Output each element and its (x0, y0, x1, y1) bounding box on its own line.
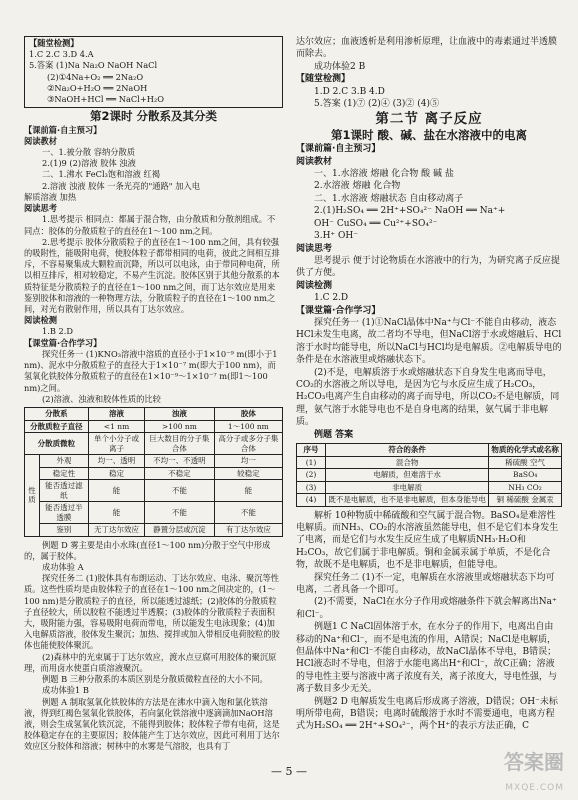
table-cell: >100 nm (145, 420, 215, 433)
table-cell: 1～100 nm (214, 420, 282, 433)
table-header-cell: 符合的条件 (326, 444, 489, 457)
table-row (25, 524, 283, 537)
check-line-2: 5.答案 (1)⑦ (2)④ (3)② (4)⑤ (314, 99, 440, 110)
text-line: 2.(1)9 (2)溶液 胶体 浊液 (42, 158, 136, 169)
table-cell: 既不是电解质，也不是非电解质，但本身能导电 (326, 494, 489, 507)
text-line: 阅读检测 (296, 280, 333, 291)
table-row (297, 481, 562, 494)
table-cell: 能 (88, 480, 144, 502)
table-header-cell: 序号 (297, 444, 326, 457)
table-cell: 非电解质 (326, 481, 489, 494)
table-cell: 稳定 (88, 467, 144, 480)
task1-right: 探究任务一 (1)①NaCl晶体中Na⁺与Cl⁻不能自由移动，液态HCl未发生电离，故二者均不导电，但NaCl溶于水或熔融后、HCl溶于水时均能导电，所以NaCl与HCl均是电解质。②电解质导电的条件是在水溶液里或熔融状态下。 (296, 317, 562, 366)
check-line: ②Na₂O+H₂O ══ 2NaOH (47, 82, 148, 93)
table-row (25, 480, 283, 502)
example-1: 例题 D 雾主要是由小水珠(直径1～100 nm)分散于空气中形成的，属于胶体。 (24, 539, 271, 561)
think-para-2: 2.思考提示 胶体分散质粒子的直径在1～100 nm之间，具有较强的吸附性，能吸附电荷，使胶体粒子都带相同的电荷，彼此之间相互排斥，不容易聚集成大颗粒而沉降，所以可以电泳，由于带同种电荷，所以相互排斥，相对较稳定，不易产生沉淀。胶体区别于其他分散系的本质特征是分散质粒子的直径在1～100 nm之间，而丁达尔效应是用来鉴别胶体和溶液的一种物理方法，分散质粒子的直径在1～100 nm之间，对光有散射作用，所以具有丁达尔效应。 (24, 236, 280, 315)
check-header-right: 【随堂检测】 (296, 74, 351, 85)
table-cell: 不能 (145, 480, 215, 502)
task2-para: 探究任务二 (1)胶体具有布朗运动、丁达尔效应、电泳、聚沉等性质。这些性质均是由胶体粒子的直径在1～100 nm之间决定的，(1～100 nm)是分散质粒子的直径，所以能透过滤纸；(2)胶体的分散质粒子直径较大，所以胶粒不能透过半透膜；(3)胶体的分散质粒子表面积大，吸附能力强，容易吸附电荷而带电，所以能发生电泳现象；(4)加入电解质溶液，胶体发生聚沉；加热、搅拌或加入带相反电荷胶粒的胶体也能使胶体聚沉。 (24, 573, 280, 651)
table-cell: <1 nm (88, 420, 144, 433)
table-cell: 能否透过滤纸 (40, 480, 89, 502)
table-cell: 单个小分子或离子 (88, 433, 144, 455)
think-para-1: 1.思考提示 相同点：都属于混合物，由分散质和分散剂组成。不同点：胶体的分散质粒子的直径在1～100 nm之间。 (24, 214, 276, 236)
section-title: 第二节 离子反应 (375, 111, 483, 128)
task1-para: 探究任务一 (1)KNO₃溶液中溶质的直径小于1×10⁻⁹ m(即小于1 nm)、泥水中分散质粒子的直径大于1×10⁻⁷ m(即大于100 nm)，而氢氧化铁胶体分散质粒子的直径在1×10⁻⁹～1×10⁻⁷ m(即1～100 nm)之间。 (24, 348, 278, 393)
think-right: 思考提示 便于讨论物质在水溶液中的行为，为研究离子反应提供了方便。 (296, 255, 560, 279)
table-cell: (2) (297, 469, 326, 482)
right-column (296, 36, 562, 733)
task2-right: 探究任务二 (1)不一定，电解质在水溶液里或熔融状态下均可电离，二者具备一个即可。 (296, 572, 555, 595)
pre-study-lines (24, 136, 283, 215)
table-row (297, 456, 562, 469)
table-cell: 能 (88, 502, 144, 524)
check-line: 1.C 2.C 3.D 4.A (29, 49, 94, 60)
text-line: 阅读教材 (24, 135, 57, 146)
continued-text: 达尔效应；血液透析是利用渗析原理，让血液中的毒素通过半透膜而除去。 (296, 37, 558, 60)
table-header-cell: 浊液 (145, 408, 215, 421)
table-row (25, 420, 283, 433)
text-line: 1.B 2.D (42, 326, 74, 337)
table-row (25, 433, 283, 455)
table-header-cell: 分散系 (25, 408, 89, 421)
table-cell: 分散质微粒 (25, 433, 89, 455)
table-cell: 外观 (40, 455, 89, 468)
table-cell: NH₃ CO₂ (489, 481, 562, 494)
text-line: 阅读教材 (296, 156, 333, 167)
table-cell: 分散质粒子直径 (25, 420, 89, 433)
lesson-title-left: 第2课时 分散系及其分类 (89, 109, 217, 124)
table-cell: 较稳定 (214, 467, 282, 480)
table-cell: 混合物 (326, 456, 489, 469)
table-cell: 不稳定 (145, 467, 215, 480)
table-cell: 稳定性 (40, 467, 89, 480)
table-cell: 不能 (214, 502, 282, 524)
task1-sub-right: (2)不是，电解质溶于水或熔融状态下自身发生电离而导电，CO₂的水溶液之所以导电，是因为它与水反应生成了H₂CO₃，H₂CO₃电离产生自由移动的离子而导电，所以CO₂不是电解质，同理，氨气溶于水能导电也不是自身电离的结果，氨气属于非电解质。 (296, 367, 560, 428)
task2-sub-right: (2)不需要，NaCl在水分子作用或熔融条件下就会解离出Na⁺和Cl⁻。 (296, 597, 557, 620)
table-cell: 不能 (145, 502, 215, 524)
table-cell: (1) (297, 456, 326, 469)
table-cell: 鉴别 (40, 524, 89, 537)
table-header-cell: 溶液 (88, 408, 144, 421)
table-cell: BaSO₄ (489, 469, 562, 482)
check-line: (2)①4Na+O₂ ══ 2Na₂O (47, 71, 144, 82)
example-answer-title: 例题 答案 (314, 429, 354, 440)
text-line: 阅读思考 (296, 243, 333, 254)
table-cell: (3) (297, 481, 326, 494)
example-1-right: 例题1 C NaCl固体溶于水，在水分子的作用下，电离出自由移动的Na⁺和Cl⁻，而不是电流的作用，A错误；NaCl是电解质，但晶体中Na⁺和Cl⁻不能自由移动，故NaCl晶体不导电，B错误；HCl液态时不导电，但溶于水能电离出H⁺和Cl⁻，故C正确；溶液的导电性主要与溶液中离子浓度有关，离子浓度大，导电性强，与离子数目多少无关。 (296, 622, 558, 695)
table-cell: 均一、透明 (88, 455, 144, 468)
table-cell: (4) (297, 494, 326, 507)
text-line: 一、1.被分散 容纳分散质 (42, 146, 135, 157)
text-line: 3.H⁺ OH⁻ (314, 231, 359, 242)
example-3: 例题 A 制取氢氧化铁胶体的方法是在沸水中滴入饱和氯化铁溶液，得到红褐色氢氧化铁胶体，若向氯化铁溶液中逐滴滴加NaOH溶液，则会生成氢氧化铁沉淀，不能得到胶体；胶体粒子带有电荷，这是胶体稳定存在的主要原因；胶体能产生丁达尔效应，因此可利用丁达尔效应区分胶体和溶液；树林中的水雾是气溶胶，也具有丁 (24, 696, 280, 752)
analysis-para: 解析 10种物质中稀硫酸和空气属于混合物。BaSO₄是难溶性电解质。而NH₃、CO₂的水溶液虽然能导电，但不是它们本身发生了电离，而是它们与水发生反应生成了电解质NH₃·H₂O和H₂CO₃，故它们属于非电解质。铜和金属汞属于单质，不是化合物，故既不是电解质，也不是非电解质，但能导电。 (296, 510, 559, 571)
experience-a: 成功体验 A (42, 561, 84, 572)
table-header-cell: 物质的化学式或名称 (489, 444, 562, 457)
table-cell: 静置分层或沉淀 (145, 524, 215, 537)
watermark-url: MXQE.COM (505, 783, 564, 793)
table-cell: 能否透过半透膜 (40, 502, 89, 524)
pre-study-lines-right (296, 156, 562, 255)
table-cell: 巨大数目的分子集合体 (145, 433, 215, 455)
pre-study-header-right: 【课前篇·自主预习】 (296, 144, 381, 155)
text-line: OH⁻ CuSO₄ ══ Cu²⁺+SO₄²⁻ (314, 218, 438, 229)
table-cell: 能 (214, 480, 282, 502)
text-line: 2.水溶液 熔融 化合物 (314, 181, 401, 192)
table-cell: 有丁达尔效应 (214, 524, 282, 537)
table-cell: 无丁达尔效应 (88, 524, 144, 537)
example-2: 例题 B 三种分散系的本质区别是分散质微粒直径的大小不同。 (42, 674, 268, 685)
table-row (297, 494, 562, 507)
lesson-title-right: 第1课时 酸、碱、盐在水溶液中的电离 (330, 127, 527, 142)
text-line: 【课堂篇·合作学习】 (296, 305, 381, 316)
experience-2: 成功体验2 B (314, 61, 366, 72)
text-line: 1.C 2.D (314, 293, 349, 304)
example-2-right: 例题2 D 电解质发生电离后形成离子溶液，D错误；OH⁻未标明所带电荷，B错误；电离时硫酸溶于水时不需要通电，电离方程式为H₂SO₄ ══ 2H⁺+SO₄²⁻，两个H⁺的表示方法正确，C (296, 696, 558, 732)
check-line: ③NaOH+HCl ══ NaCl+H₂O (47, 94, 164, 105)
comparison-table (24, 407, 283, 537)
table-header-cell: 胶体 (214, 408, 282, 421)
table-cell: 铜 稀硫酸 金属汞 (489, 494, 562, 507)
task2-sub: (2)森林中的光束属于丁达尔效应，渡水点豆腐可用胶体的聚沉原理，而用卤水使蛋白质溶液聚沉。 (24, 651, 277, 673)
experience-b: 成功体验1 B (42, 685, 89, 696)
table-row (25, 467, 283, 480)
text-line: 2.溶液 浊液 胶体 一条光亮的"通路" 加入电 (42, 180, 200, 191)
check-line: 【随堂检测】 (29, 38, 79, 48)
text-line: 一、1.水溶液 熔融 化合物 酸 碱 盐 (314, 169, 454, 180)
page-number: — 5 — (271, 765, 307, 778)
table-row (25, 502, 283, 524)
table-cell: 稀硫酸 空气 (489, 456, 562, 469)
text-line: 解质溶液 加热 (24, 191, 77, 202)
after-think-lines-right (296, 280, 562, 317)
text-line: 【课堂篇·合作学习】 (24, 337, 102, 348)
text-line: 阅读检测 (24, 315, 57, 326)
table-row (25, 455, 283, 468)
table-cell: 高分子或多分子集合体 (214, 433, 282, 455)
text-line: 阅读思考 (24, 203, 57, 214)
text-line: 2.(1)H₂SO₄ ══ 2H⁺+SO₄²⁻ NaOH ══ Na⁺+ (314, 206, 506, 217)
table-cell: 不均一、不透明 (145, 455, 215, 468)
table-side-label: 性质 (25, 455, 40, 537)
check-line: 5.答案 (1)Na Na₂O NaOH NaCl (29, 60, 158, 71)
task1-sub: (2)溶液、浊液和胶体性质的比较 (42, 393, 161, 404)
table-cell: 均一 (214, 455, 282, 468)
table-cell: 电解质，但难溶于水 (326, 469, 489, 482)
watermark-logo: 答案圈 (504, 750, 564, 774)
table-row (297, 469, 562, 482)
after-think-lines (24, 315, 283, 349)
text-line: 二、1.水溶液 熔融状态 自由移动离子 (314, 193, 464, 204)
text-line: 二、1.沸水 FeCl₃饱和溶液 红褐 (42, 169, 161, 180)
check-box (24, 36, 283, 108)
substance-table (296, 443, 562, 507)
pre-study-header: 【课前篇·自主预习】 (24, 124, 102, 135)
check-line-1: 1.D 2.C 3.B 4.D (314, 86, 385, 97)
left-column (24, 36, 283, 753)
